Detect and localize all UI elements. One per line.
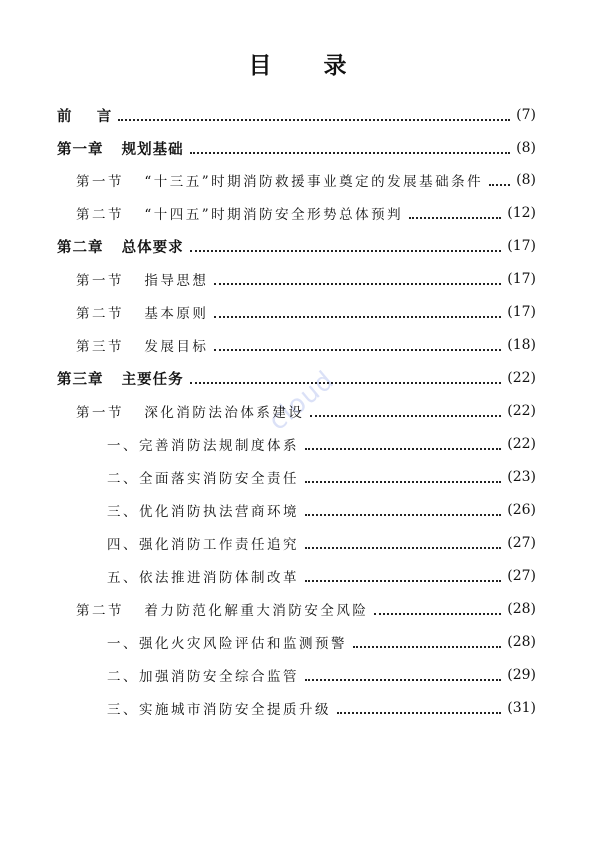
toc-entry-section[interactable] [76,334,536,356]
toc-entry-page: (17) [507,238,536,254]
toc-entry-label: 第二节 着力防范化解重大消防安全风险 [76,603,369,619]
toc-entry-label: 前 言 [57,108,113,125]
toc-entry-label: 第二节 基本原则 [76,306,209,322]
toc-entry-subsection[interactable] [107,466,536,488]
toc-entry-label: 第一节 深化消防法治体系建设 [76,405,305,421]
toc-entry-label: 第一节 指导思想 [76,273,209,289]
toc-entry-page: (7) [516,107,536,123]
toc-entry-page: (12) [507,205,536,221]
toc-leader-dots [118,119,510,121]
toc-entry-label: 一、强化火灾风险评估和监测预警 [107,636,347,652]
toc-leader-dots [305,547,501,549]
toc-leader-dots [190,250,502,252]
toc-entry-label: 第二节 “十四五”时期消防安全形势总体预判 [76,207,404,223]
toc-entry-page: (28) [507,601,536,617]
toc-entry-section[interactable] [76,301,536,323]
toc-leader-dots [190,152,511,154]
toc-entry-label: 第一节 “十三五”时期消防救援事业奠定的发展基础条件 [76,174,484,190]
toc-entry-section[interactable] [76,268,536,290]
toc-entry-section[interactable] [76,400,536,422]
toc-leader-dots [353,646,501,648]
toc-entry-preface[interactable] [57,104,536,126]
toc-leader-dots [337,712,501,714]
toc-entry-page: (28) [507,634,536,650]
toc-leader-dots [214,316,501,318]
toc-entry-page: (18) [507,337,536,353]
toc-entry-page: (22) [507,436,536,452]
toc-leader-dots [305,514,501,516]
toc-entry-page: (23) [507,469,536,485]
toc-leader-dots [305,580,501,582]
toc-entry-page: (22) [507,403,536,419]
toc-entry-subsection[interactable] [107,565,536,587]
toc-entry-subsection[interactable] [107,499,536,521]
toc-entry-label: 四、强化消防工作责任追究 [107,537,299,553]
toc-leader-dots [214,349,501,351]
toc-entry-section[interactable] [76,169,536,191]
toc-entry-subsection[interactable] [107,697,536,719]
toc-entry-section[interactable] [76,598,536,620]
toc-entry-page: (17) [507,271,536,287]
toc-entry-page: (26) [507,502,536,518]
page-title: 目 录 [248,53,369,79]
toc-entry-page: (8) [516,140,536,156]
toc-entry-subsection[interactable] [107,532,536,554]
toc-entry-subsection[interactable] [107,433,536,455]
toc-entry-page: (8) [516,172,536,188]
toc-leader-dots [305,679,501,681]
toc-entry-page: (17) [507,304,536,320]
toc-entry-page: (27) [507,535,536,551]
toc-entry-label: 第三节 发展目标 [76,339,209,355]
toc-entry-label: 二、加强消防安全综合监管 [107,669,299,685]
toc-entry-subsection[interactable] [107,631,536,653]
toc-entry-label: 第一章 规划基础 [57,141,184,158]
toc-entry-label: 三、优化消防执法营商环境 [107,504,299,520]
toc-leader-dots [409,217,501,219]
toc-leader-dots [374,613,501,615]
toc-entry-label: 第三章 主要任务 [57,371,184,388]
toc-entry-chapter-2[interactable] [57,235,536,257]
toc-entry-subsection[interactable] [107,664,536,686]
toc-entry-label: 二、全面落实消防安全责任 [107,471,299,487]
toc-entry-label: 一、完善消防法规制度体系 [107,438,299,454]
toc-leader-dots [214,283,501,285]
toc-entry-label: 三、实施城市消防安全提质升级 [107,702,331,718]
watermark: cloud [263,365,341,437]
toc-entry-chapter-3[interactable] [57,367,536,389]
toc-entry-label: 第二章 总体要求 [57,239,184,256]
toc-leader-dots [489,184,510,186]
toc-entry-page: (31) [507,700,536,716]
toc-entry-page: (22) [507,370,536,386]
toc-entry-label: 五、依法推进消防体制改革 [107,570,299,586]
toc-leader-dots [305,481,501,483]
toc-leader-dots [305,448,501,450]
toc-entry-page: (29) [507,667,536,683]
toc-entry-chapter-1[interactable] [57,137,536,159]
toc-entry-page: (27) [507,568,536,584]
toc-leader-dots [310,415,501,417]
toc-entry-section[interactable] [76,202,536,224]
toc-leader-dots [190,382,502,384]
